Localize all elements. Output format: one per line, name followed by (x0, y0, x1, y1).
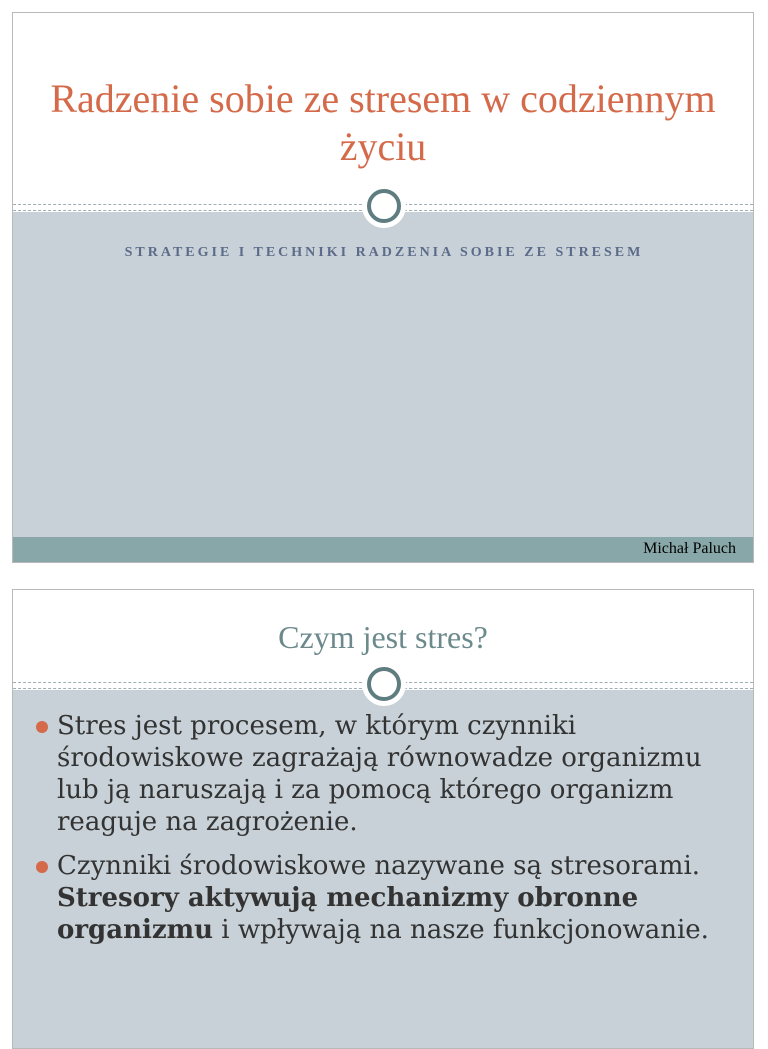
bullet-list (35, 710, 735, 958)
list-item (35, 850, 735, 946)
slide-title: Czym jest stres? (278, 619, 488, 655)
bullet-text-after: i wpływają na nasze funkcjonowanie. (213, 915, 709, 945)
slide-subtitle: STRATEGIE I TECHNIKI RADZENIA SOBIE ZE STRESEM (124, 245, 644, 260)
content-slide (12, 589, 754, 1049)
author-name: Michał Paluch (643, 540, 736, 557)
slide-title: Radzenie sobie ze stresem w codziennym życiu (50, 76, 716, 169)
circle-ornament-icon (367, 189, 401, 223)
bullet-dot-icon (36, 861, 48, 873)
bullet-dot-icon (36, 721, 48, 733)
bullet-text: Stres jest procesem, w którym czynniki środowiskowe zagrażają równowadze organizmu lub ją naruszają i za pomocą którego organizm reaguje na zagrożenie. (57, 711, 702, 837)
bullet-text-before: Czynniki środowiskowe nazywane są stresorami. (57, 851, 701, 881)
bullet-text-bold: Stresory aktywują mechanizmy obronne organizmu (57, 883, 639, 945)
list-item (35, 710, 735, 838)
circle-ornament-icon (367, 667, 401, 701)
title-slide (12, 12, 754, 563)
footer-bar (13, 537, 753, 563)
